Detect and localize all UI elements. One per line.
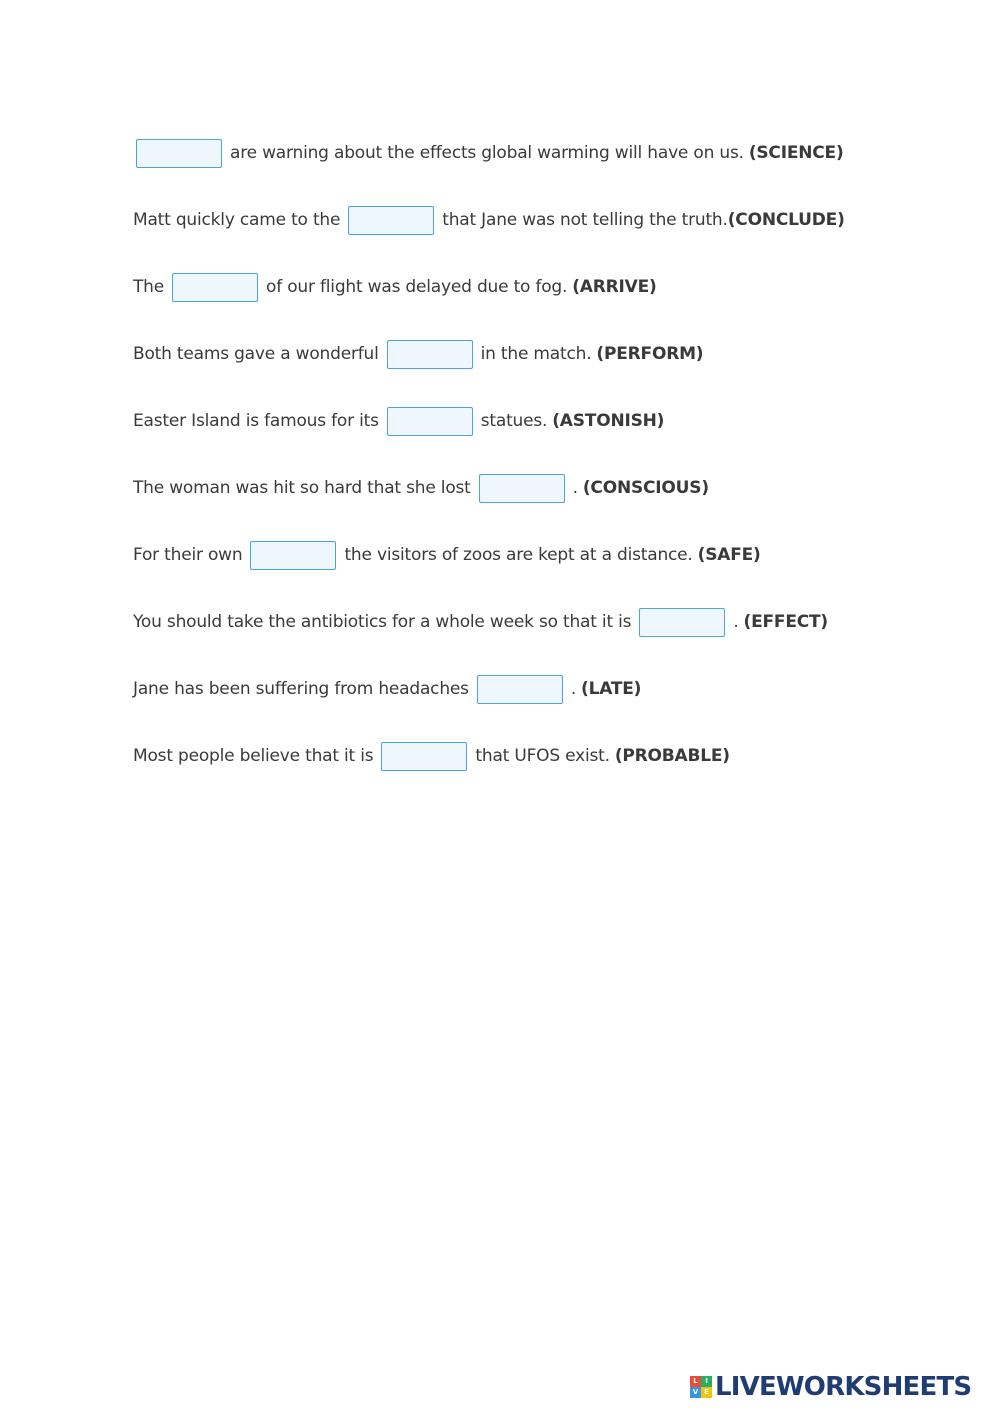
sentence-6 xyxy=(133,472,709,504)
sentence-10-before: Most people believe that it is xyxy=(133,746,374,766)
logo-icon-l: L xyxy=(690,1376,701,1387)
sentence-1 xyxy=(133,137,844,169)
sentence-9-before: Jane has been suffering from headaches xyxy=(133,679,469,699)
answer-input-9[interactable] xyxy=(477,675,563,704)
answer-input-3[interactable] xyxy=(172,273,258,302)
answer-input-7[interactable] xyxy=(250,541,336,570)
sentence-2-hint: (CONCLUDE) xyxy=(727,210,845,230)
sentence-7-hint: (SAFE) xyxy=(697,545,761,565)
sentence-4-before: Both teams gave a wonderful xyxy=(133,344,379,364)
sentence-2-before: Matt quickly came to the xyxy=(133,210,341,230)
sentence-10-hint: (PROBABLE) xyxy=(614,746,730,766)
answer-input-8[interactable] xyxy=(639,608,725,637)
sentence-2 xyxy=(133,204,845,236)
sentence-5-hint: (ASTONISH) xyxy=(552,411,665,431)
answer-input-2[interactable] xyxy=(348,206,434,235)
sentence-9-hint: (LATE) xyxy=(581,679,642,699)
answer-input-10[interactable] xyxy=(381,742,467,771)
sentence-8-before: You should take the antibiotics for a whole week so that it is xyxy=(133,612,632,632)
logo-icon xyxy=(690,1376,712,1398)
logo-icon-e: E xyxy=(701,1387,712,1398)
sentence-4-after: in the match. xyxy=(480,344,592,364)
sentence-5-before: Easter Island is famous for its xyxy=(133,411,379,431)
sentence-8-after: . xyxy=(733,612,739,632)
sentence-4 xyxy=(133,338,703,370)
sentence-4-hint: (PERFORM) xyxy=(596,344,704,364)
sentence-3 xyxy=(133,271,657,303)
sentence-1-hint: (SCIENCE) xyxy=(748,143,844,163)
logo-icon-v: V xyxy=(690,1387,701,1398)
answer-input-6[interactable] xyxy=(479,474,565,503)
logo-text: LIVEWORKSHEETS xyxy=(715,1372,972,1402)
sentence-6-after: . xyxy=(572,478,578,498)
sentence-5-after: statues. xyxy=(480,411,548,431)
sentence-9 xyxy=(133,673,641,705)
sentence-7-after: the visitors of zoos are kept at a distance. xyxy=(344,545,693,565)
sentence-5 xyxy=(133,405,664,437)
sentence-6-before: The woman was hit so hard that she lost xyxy=(133,478,471,498)
logo-icon-i: I xyxy=(701,1376,712,1387)
answer-input-5[interactable] xyxy=(387,407,473,436)
sentence-3-after: of our flight was delayed due to fog. xyxy=(266,277,568,297)
sentence-10 xyxy=(133,740,730,772)
sentence-8 xyxy=(133,606,828,638)
sentence-6-hint: (CONSCIOUS) xyxy=(582,478,709,498)
sentence-8-hint: (EFFECT) xyxy=(743,612,828,632)
sentence-2-after: that Jane was not telling the truth. xyxy=(442,210,728,230)
sentence-3-before: The xyxy=(133,277,165,297)
liveworksheets-logo xyxy=(690,1372,971,1402)
sentence-9-after: . xyxy=(570,679,577,699)
sentence-7 xyxy=(133,539,761,571)
sentence-1-after: are warning about the effects global warming will have on us. xyxy=(230,143,744,163)
sentence-7-before: For their own xyxy=(133,545,243,565)
answer-input-1[interactable] xyxy=(136,139,222,168)
answer-input-4[interactable] xyxy=(387,340,473,369)
sentence-3-hint: (ARRIVE) xyxy=(572,277,657,297)
sentence-10-after: that UFOS exist. xyxy=(475,746,610,766)
